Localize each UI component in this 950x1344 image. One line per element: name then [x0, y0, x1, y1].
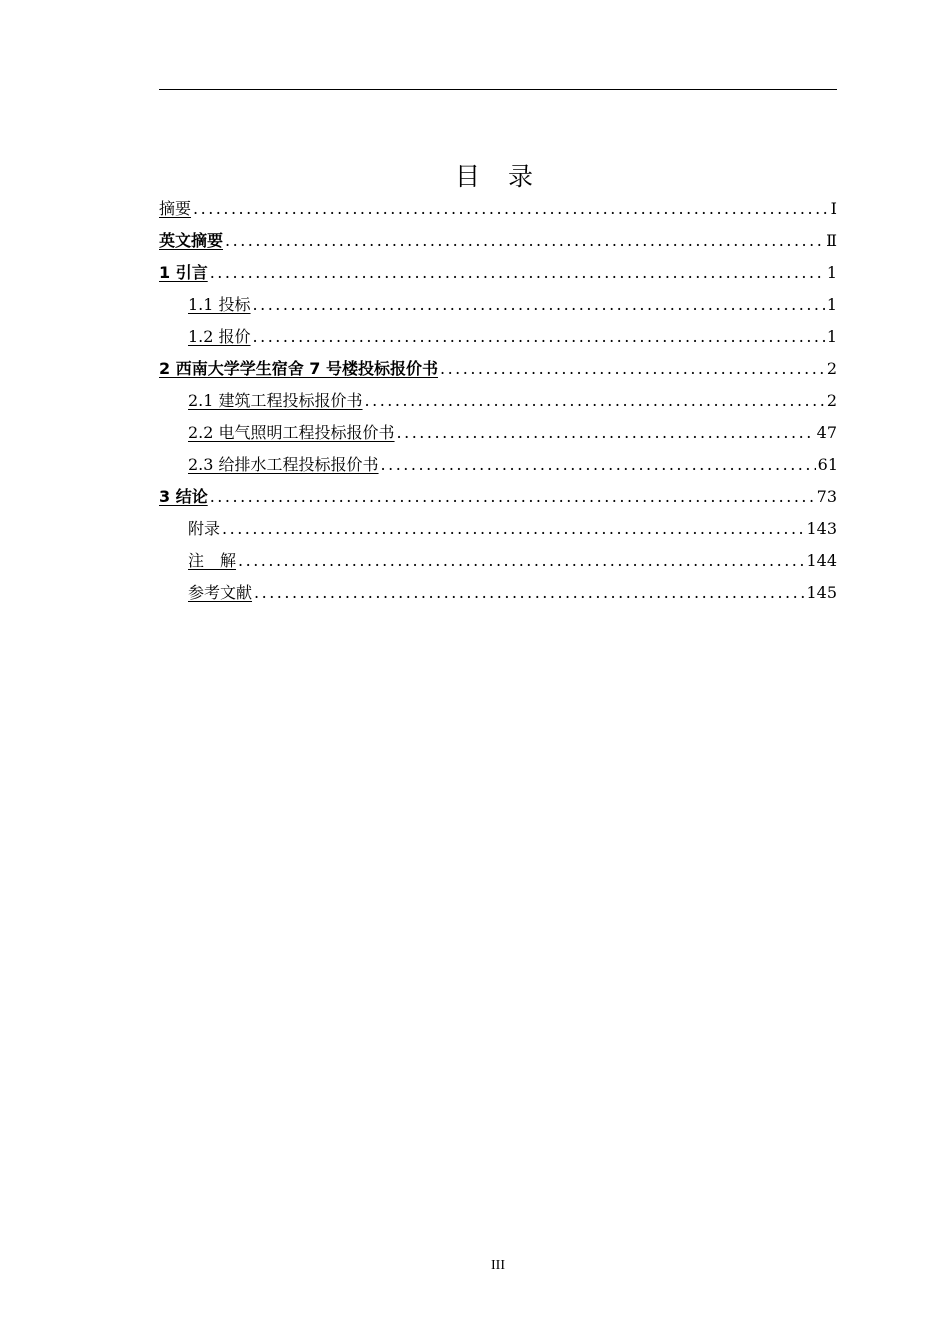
dot-leader — [363, 385, 825, 417]
toc-entry-label: 注 解 — [188, 551, 237, 570]
toc-entry-english-abstract[interactable] — [159, 225, 837, 257]
toc-entry-label: 3 结论 — [159, 487, 208, 506]
table-of-contents — [159, 193, 837, 609]
toc-entry-page: 1 — [826, 263, 837, 282]
dot-leader — [395, 417, 815, 449]
footer-page-number: III — [491, 1258, 505, 1273]
toc-entry-page: 145 — [806, 583, 837, 602]
toc-entry-label: 参考文献 — [188, 583, 253, 602]
toc-entry-page: 2 — [826, 359, 837, 378]
toc-entry-quotation[interactable] — [159, 321, 837, 353]
toc-entry-page: 2 — [826, 391, 837, 410]
toc-entry-bidding[interactable] — [159, 289, 837, 321]
dot-leader — [220, 513, 804, 545]
dot-leader — [208, 481, 815, 513]
toc-entry-abstract[interactable] — [159, 193, 837, 225]
dot-leader — [223, 225, 824, 257]
toc-entry-dormitory-quotation[interactable] — [159, 353, 837, 385]
toc-entry-page: 1 — [826, 327, 837, 346]
dot-leader — [251, 321, 825, 353]
dot-leader — [208, 257, 825, 289]
toc-entry-page: 47 — [816, 423, 837, 442]
toc-entry-building-quotation[interactable] — [159, 385, 837, 417]
toc-entry-notes[interactable] — [159, 545, 837, 577]
toc-entry-page: 143 — [806, 519, 837, 538]
toc-entry-page: 73 — [816, 487, 837, 506]
toc-entry-label: 2.1 建筑工程投标报价书 — [188, 391, 363, 410]
toc-entry-electrical-quotation[interactable] — [159, 417, 837, 449]
dot-leader — [191, 193, 829, 225]
dot-leader — [252, 577, 804, 609]
toc-entry-label: 1.1 投标 — [188, 295, 251, 314]
toc-entry-references[interactable] — [159, 577, 837, 609]
toc-entry-label: 1.2 报价 — [188, 327, 251, 346]
toc-entry-label: 英文摘要 — [159, 231, 224, 250]
toc-title: 目 录 — [455, 162, 543, 191]
toc-entry-page: 1 — [826, 295, 837, 314]
dot-leader — [379, 449, 816, 481]
toc-entry-label: 附录 — [188, 519, 221, 538]
toc-entry-appendix[interactable] — [159, 513, 837, 545]
toc-entry-label: 1 引言 — [159, 263, 208, 282]
header-rule — [159, 89, 837, 90]
toc-entry-label: 2.3 给排水工程投标报价书 — [188, 455, 379, 474]
dot-leader — [438, 353, 825, 385]
toc-entry-conclusion[interactable] — [159, 481, 837, 513]
toc-entry-page: 144 — [806, 551, 837, 570]
toc-entry-label: 2.2 电气照明工程投标报价书 — [188, 423, 395, 442]
toc-entry-page: 61 — [817, 455, 838, 474]
toc-entry-label: 2 西南大学学生宿舍 7 号楼投标报价书 — [159, 359, 438, 378]
dot-leader — [236, 545, 804, 577]
toc-entry-page: Ⅱ — [826, 231, 837, 250]
toc-entry-introduction[interactable] — [159, 257, 837, 289]
toc-entry-plumbing-quotation[interactable] — [159, 449, 838, 481]
dot-leader — [251, 289, 825, 321]
toc-entry-page: I — [830, 199, 837, 218]
toc-entry-label: 摘要 — [159, 199, 192, 218]
